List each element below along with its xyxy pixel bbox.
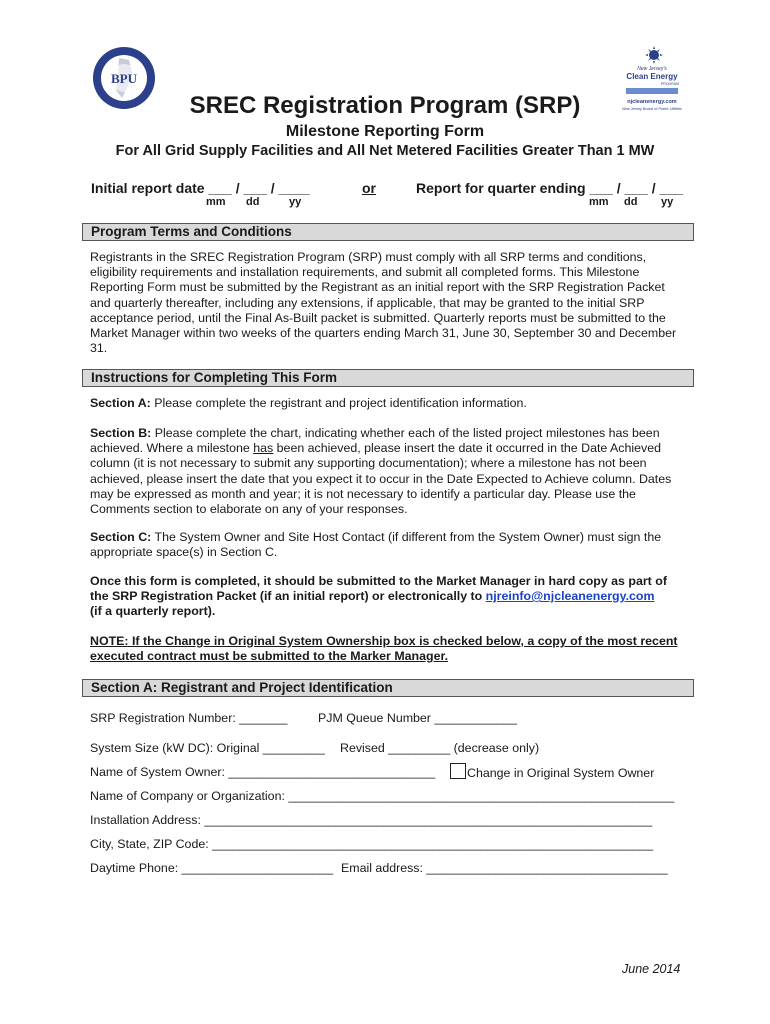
date-yy-label: yy bbox=[289, 196, 302, 208]
terms-heading: Program Terms and Conditions bbox=[82, 223, 694, 241]
city-state-zip-field[interactable]: City, State, ZIP Code: ________________________________________________________________ bbox=[90, 837, 654, 851]
email-link[interactable]: njreinfo@njcleanenergy.com bbox=[485, 589, 655, 604]
svg-text:PROGRAM: PROGRAM bbox=[660, 82, 680, 86]
pjm-queue-number-field[interactable]: PJM Queue Number ____________ bbox=[318, 711, 518, 725]
terms-body: Registrants in the SREC Registration Program (SRP) must comply with all SRP terms and conditions, eligibility requirements and installation requirements, and submit all completed forms. This Milestone Reporting Form must be submitted by the Registrant as an initial report with the SRP Registration Packet and quarterly thereafter, including any extensions, if applicable, that may be granted to the initial SRP acceptance period, until the Final As-Built packet is submitted. Quarterly reports must be submitted to the Market Manager within two weeks of the quarters ending March 31, June 30, September 30 and December 31. bbox=[90, 250, 677, 356]
submission-instruction: Once this form is completed, it should be submitted to the Market Manager in hard copy as part of the SRP Registration Packet (if an initial report) or electronically to njreinfo@njcleanenergy.com (if a quarterly report). bbox=[90, 574, 667, 619]
system-size-original-field[interactable]: System Size (kW DC): Original _________ bbox=[90, 741, 325, 755]
quarter-ending-label: Report for quarter ending ___ / ___ / ___ bbox=[416, 180, 683, 196]
footer-date: June 2014 bbox=[622, 962, 681, 976]
quarter-yy-label: yy bbox=[661, 196, 674, 208]
installation-address-field[interactable]: Installation Address: _________________________________________________________________ bbox=[90, 813, 653, 827]
ownership-note: NOTE: If the Change in Original System Ownership box is checked below, a copy of the most recent executed contract must be submitted to the Marker Manager. bbox=[90, 634, 678, 664]
daytime-phone-field[interactable]: Daytime Phone: ______________________ bbox=[90, 861, 334, 875]
section-c-instruction: Section C: The System Owner and Site Host Contact (if different from the System Owner) must sign the appropriate space(s) in Section C. bbox=[90, 530, 662, 560]
change-owner-checkbox[interactable] bbox=[450, 763, 466, 779]
change-owner-label: Change in Original System Owner bbox=[467, 766, 655, 780]
company-name-field[interactable]: Name of Company or Organization: ________________________________________________________ bbox=[90, 789, 675, 803]
srp-registration-number-field[interactable]: SRP Registration Number: _______ bbox=[90, 711, 288, 725]
section-b-instruction: Section B: Please complete the chart, indicating whether each of the listed project milestones has been achieved. Where a milestone has been achieved, please insert the date it occurred in the Date Achieved column (it is not necessary to submit any supporting documentation); where a milestone has not been achieved, please insert the date that you expect it to occur in the Date Expected to Achieve column. Dates may be expressed as month and year; it is not necessary to identify a particular day. Please use the Comments section to elaborate on any of your responses. bbox=[90, 426, 672, 517]
form-scope: For All Grid Supply Facilities and All Net Metered Facilities Greater Than 1 MW bbox=[115, 143, 655, 159]
instructions-heading: Instructions for Completing This Form bbox=[82, 369, 694, 387]
or-label: or bbox=[362, 180, 376, 196]
page-title: SREC Registration Program (SRP) bbox=[189, 92, 581, 119]
initial-report-date-label: Initial report date ___ / ___ / ____ bbox=[91, 180, 310, 196]
bpu-seal-text: BPU bbox=[111, 71, 137, 86]
system-owner-field[interactable]: Name of System Owner: ______________________________ bbox=[90, 765, 436, 779]
svg-text:New Jersey's: New Jersey's bbox=[637, 66, 667, 72]
form-subtitle: Milestone Reporting Form bbox=[285, 123, 485, 140]
section-a-instruction: Section A: Please complete the registrant and project identification information. bbox=[90, 396, 527, 410]
change-owner-option[interactable] bbox=[450, 763, 654, 780]
email-address-field[interactable]: Email address: ___________________________________ bbox=[341, 861, 668, 875]
date-dd-label: dd bbox=[246, 196, 260, 208]
system-size-revised-field[interactable]: Revised _________ (decrease only) bbox=[340, 741, 540, 755]
svg-text:njcleanenergy.com: njcleanenergy.com bbox=[627, 99, 677, 105]
svg-text:Clean Energy: Clean Energy bbox=[626, 72, 678, 81]
svg-text:New Jersey Board of Public Uti: New Jersey Board of Public Utilities bbox=[622, 107, 682, 111]
date-mm-label: mm bbox=[206, 196, 226, 208]
quarter-mm-label: mm bbox=[589, 196, 609, 208]
quarter-dd-label: dd bbox=[624, 196, 638, 208]
section-a-heading: Section A: Registrant and Project Identification bbox=[82, 679, 694, 697]
